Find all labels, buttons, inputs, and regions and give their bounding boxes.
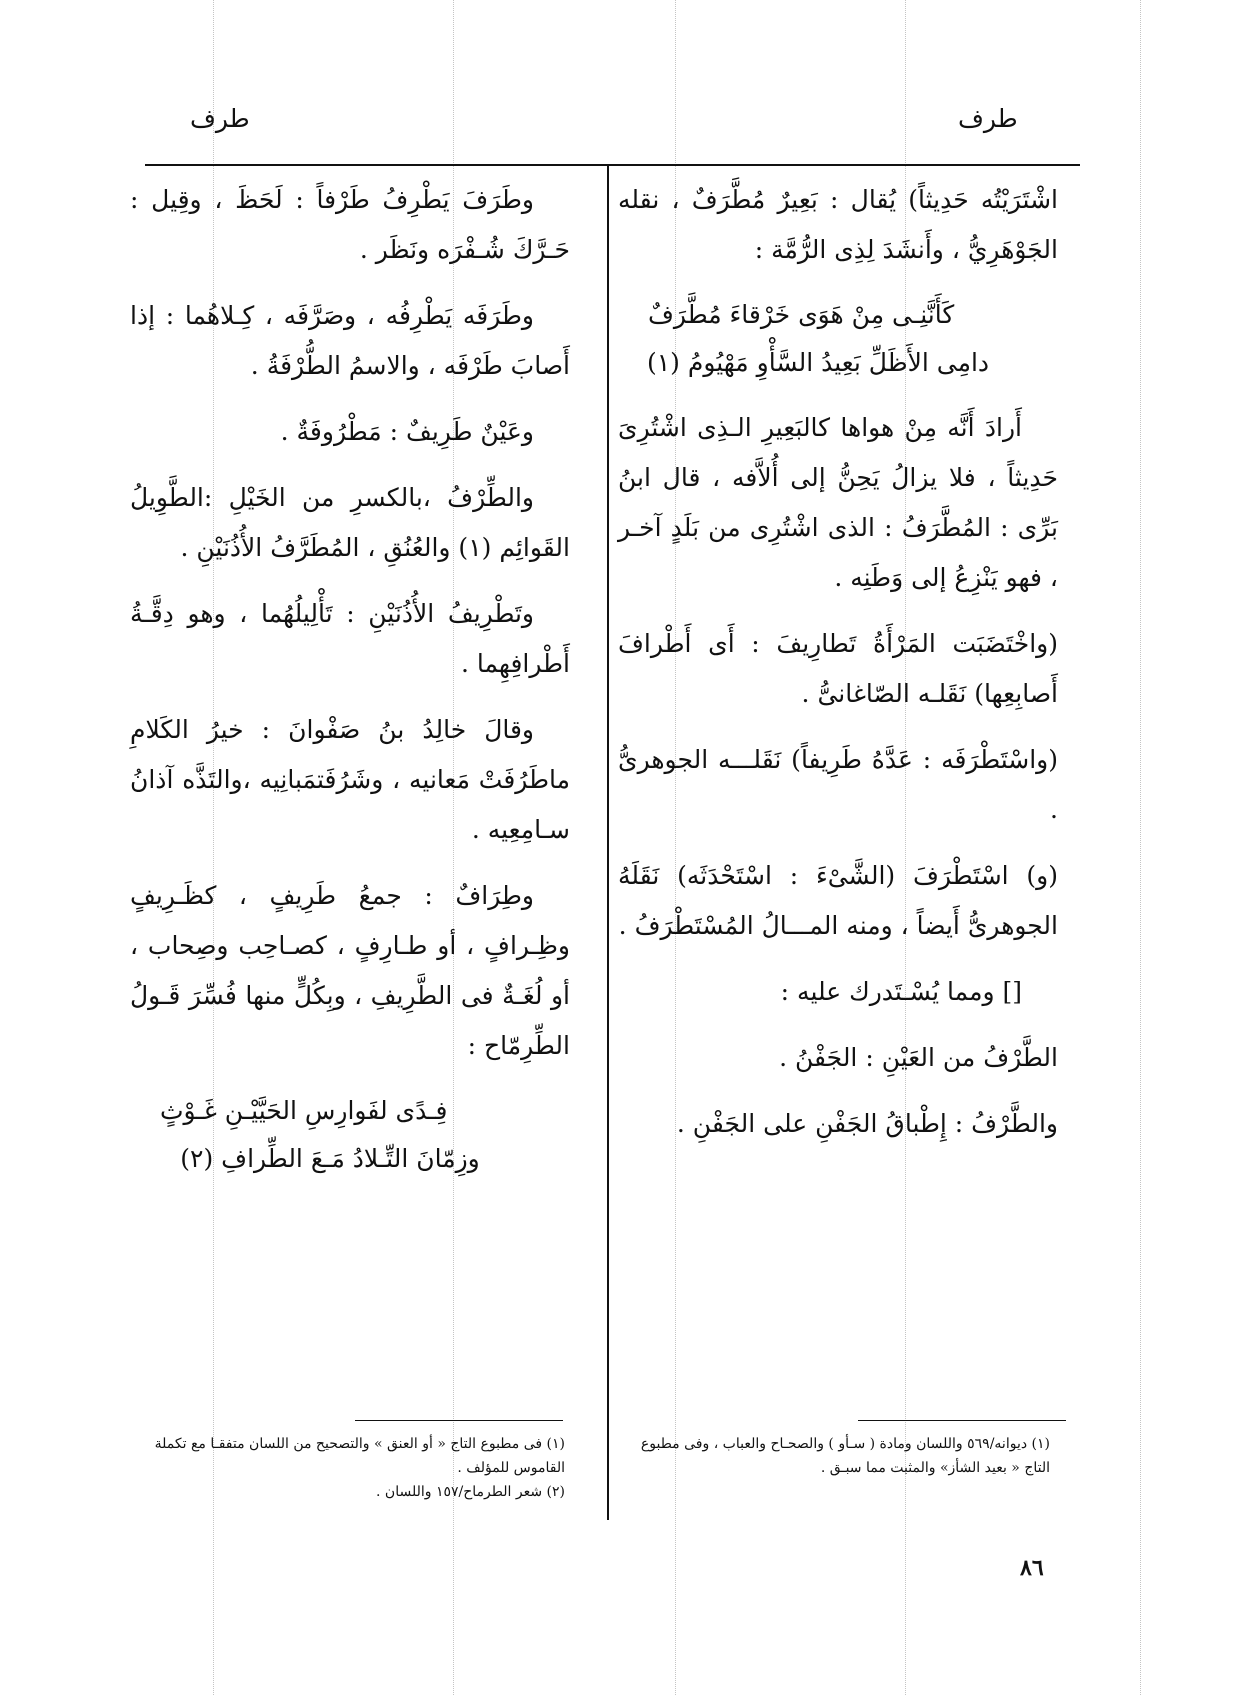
footnote: (٢) شعر الطرماح/١٥٧ واللسان . — [376, 1484, 565, 1500]
paragraph: وطِرَافٌ : جمعُ طَرِيفٍ ، كظَـرِيفٍ وظِـرافٍ ، أو طـارِفٍ ، كصـاحِب وصِحاب ، أو لُغَـةٌ فى الطَّرِيفِ ، وبِكُلٍّ منها فُسِّرَ قَـولُ الطِّرِمّاح : — [130, 881, 570, 1060]
column-divider — [607, 165, 609, 1520]
verse-hemistich: دامِى الأَظَلِّ بَعِيدُ السَّأْوِ مَهْيُومُ (١) — [646, 348, 990, 377]
paragraph: (و) اسْتَطْرَفَ (الشَّىْءَ : اسْتَحْدَثَه) نَقَلَهُ الجوهرىُّ أَيضاً ، ومنه المـــالُ المُسْتَطْرَفُ . — [618, 861, 1058, 940]
footnote: (١) ديوانه/٥٦٩ واللسان ومادة ( سـأو ) والصحـاح والعباب ، وفى مطبوع التاج « بعيد الشأز» والمثبت مما سبـق . — [640, 1436, 1050, 1476]
verse — [130, 1087, 570, 1183]
paragraph: (واخْتَضَبَت المَرْأَةُ تَطارِيفَ : أَى أَطْرافَ أَصابِعِها) نَقَلـه الصّاغانىُّ . — [618, 629, 1058, 708]
paragraph: الطَّرْفُ من العَيْنِ : الجَفْنُ . — [779, 1043, 1058, 1072]
header-word-left: طرف — [190, 104, 250, 133]
footnote: (١) فى مطبوع التاج « أو العنق » والتصحيح من اللسان متفقـا مع تكملة القاموس للمؤلف . — [154, 1436, 565, 1476]
scan-dotted-line — [1140, 0, 1141, 1695]
paragraph: وطَرَفَ يَطْرِفُ طَرْفاً : لَحَظَ ، وقِيل : حَـرَّكَ شُـفْرَه ونَظَر . — [130, 185, 570, 264]
verse-hemistich: فِـدًى لفَوارِسِ الحَيَّيْـنِ غَـوْثٍ — [160, 1096, 448, 1125]
verse — [618, 291, 1058, 387]
paragraph: وتَطْرِيفُ الأُذُنَيْنِ : تَأْلِيلُهُما ، وهو دِقَّـةُ أَطْرافِهِما . — [130, 599, 570, 678]
paragraph: وقالَ خالِدُ بنُ صَفْوانَ : خيرُ الكَلامِ ماطَرُفَتْ مَعانيه ، وشَرُفَتمَبانِيه ،والتَذَّه آذانُ سـامِعِيه . — [130, 715, 570, 844]
paragraph: [] ومما يُسْـتَدرك عليه : — [780, 977, 1022, 1006]
paragraph: والطِّرْفُ ،بالكسرِ من الخَيْلِ :الطَّوِيلُ القَوائِم (١) والعُنُقِ ، المُطَرَّفُ الأُذُنَيْنِ . — [130, 483, 570, 562]
header-word-right: طرف — [958, 104, 1018, 133]
paragraph: وطَرَفَه يَطْرِفُه ، وصَرَّفَه ، كِـلاهُما : إذا أَصابَ طَرْفَه ، والاسمُ الطُّرْفَةُ . — [130, 301, 570, 380]
paragraph: اشْتَرَيْتُه حَدِيثاً) يُقال : بَعِيرٌ مُطَّرَفٌ ، نقله الجَوْهَرِيُّ ، وأَنشَدَ لِذِى الرُّمَّة : — [618, 185, 1058, 264]
verse-hemistich: وزِمّانَ التِّـلادُ مَـعَ الطِّرافِ (٢) — [180, 1144, 480, 1173]
footnote-rule-left — [355, 1420, 563, 1421]
paragraph: أَرادَ أَنَّه مِنْ هواها كالبَعِيرِ الـذِى اشْتُرِىَ حَدِيثاً ، فلا يزالُ يَحِنُّ إلى أُلاَّفه ، قال ابنُ بَرِّى : المُطَّرَفُ : الذى اشْتُرِى من بَلَدٍ آخـر ، فهو يَنْزِعُ إلى وَطَنِه . — [618, 413, 1058, 592]
left-column — [130, 175, 570, 1199]
footnote-rule-right — [858, 1420, 1066, 1421]
header-rule — [145, 164, 1080, 166]
footnotes-right — [620, 1432, 1050, 1480]
page-number: ٨٦ — [1020, 1555, 1044, 1581]
right-column — [618, 175, 1058, 1165]
paragraph: والطَّرْفُ : إِطْباقُ الجَفْنِ على الجَفْنِ . — [676, 1109, 1058, 1138]
footnotes-left — [135, 1432, 565, 1504]
verse-hemistich: كَأَنَّنِـى مِنْ هَوَى خَرْقاءَ مُطَّرَفٌ — [648, 300, 955, 329]
paragraph: وعَيْنٌ طَرِيفٌ : مَطْرُوفَةٌ . — [280, 417, 534, 446]
paragraph: (واسْتَطْرَفَه : عَدَّهُ طَرِيفاً) نَقَلـــه الجوهرىُّ . — [618, 745, 1058, 824]
